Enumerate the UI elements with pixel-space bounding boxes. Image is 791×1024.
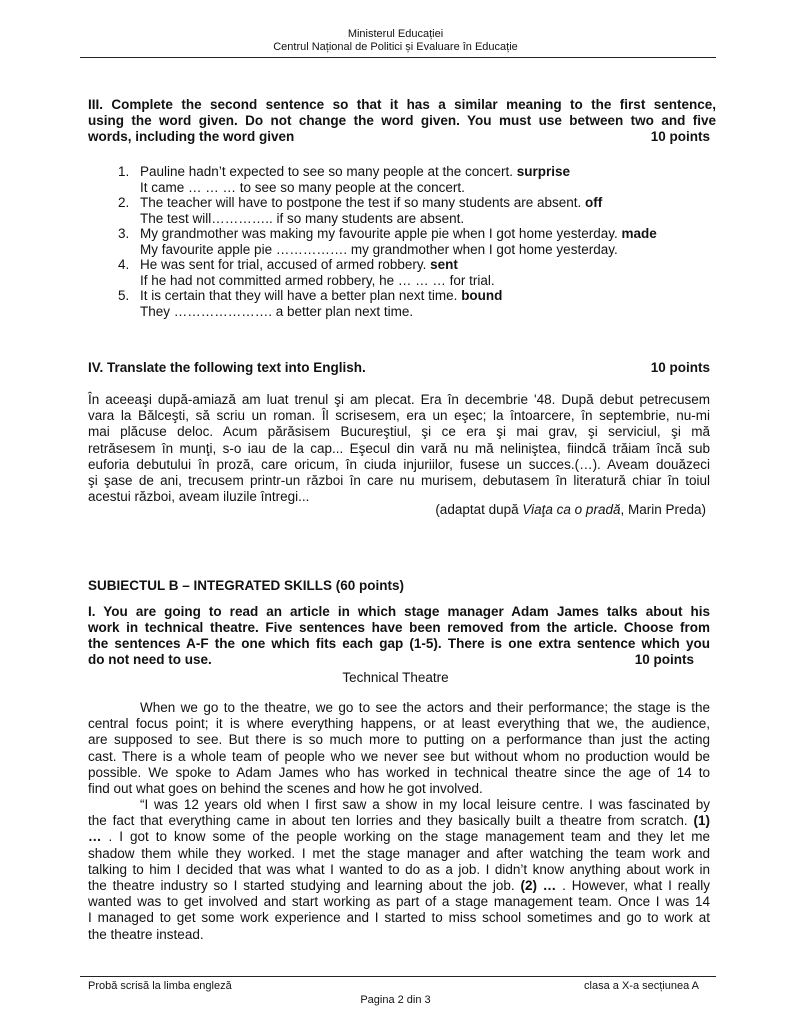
item-rewrite: It came … … … to see so many people at the concert. — [140, 179, 465, 195]
item-keyword: surprise — [516, 164, 571, 179]
subject-b-points: 10 points — [634, 652, 694, 667]
article-line: … . I got to know some of the people working on the stage management team and they let me — [88, 829, 710, 845]
article-title: Technical Theatre — [342, 670, 449, 685]
source-title: Viaţa ca o pradă — [522, 502, 621, 517]
translation-line: mai plăcuse deloc. Acum părăsisem Bucureştiul, şi ce era şi mai grav, şi serviciul, şi mă — [88, 424, 710, 440]
footer-left: Probă scrisă la limba engleză — [88, 980, 232, 992]
translation-line: euforia debutului în proză, care oricum, în ciuda injuriilor, fusese un succes.(…). Aveam douăzeci — [88, 456, 710, 472]
translation-line: retrăsesem în munţi, s-o iau de la cap... Eşecul din vară nu mă neliniştea, fiindcă trăiam încă sub — [88, 440, 710, 456]
article-line: I managed to get some work experience and I started to miss school sometimes and go to work at — [88, 910, 710, 926]
article-line: the theatre instead. — [88, 926, 204, 942]
item-number: 4. — [118, 257, 130, 272]
section3-instr-line1: III. Complete the second sentence so that it has a similar meaning to the first sentence, — [88, 97, 716, 112]
article-line: possible. We spoke to Adam James who has worked in technical theatre since the age of 14 to — [88, 764, 710, 780]
item-number: 5. — [118, 288, 130, 303]
item-rewrite: If he had not committed armed robbery, he … … … for trial. — [140, 272, 495, 288]
section3-list — [118, 164, 718, 319]
item-rewrite: My favourite apple pie ……………. my grandmother when I got home yesterday. — [140, 241, 618, 257]
section3-points: 10 points — [650, 129, 710, 144]
footer-divider — [80, 976, 716, 977]
article-paragraph-2 — [88, 797, 710, 943]
article-paragraph-1 — [88, 700, 710, 797]
subject-b-instructions — [88, 604, 710, 668]
article-line: cast. There is a whole team of people who we never see but without whom no production would be — [88, 748, 710, 764]
gap-1-dots: … — [88, 829, 102, 845]
subject-b-instr-line2: work in technical theatre. Five sentences have been removed from the article. Choose from — [88, 620, 710, 635]
translation-line: acestui război, aveam iluzile întregi... — [88, 489, 310, 505]
article-line: talking to him I decided that was what I wanted to do as a job. I didn’t know anything about work in — [88, 861, 710, 877]
list-item — [118, 257, 718, 288]
translation-line: vara la Bălceşti, să scriu un roman. Îl scrisesem, era un eşec; la întoarcere, în septembrie, nu-mi — [88, 408, 710, 424]
item-sentence: He was sent for trial, accused of armed robbery. — [140, 257, 427, 272]
article-line: shadow them while they worked. I met the stage manager and after watching the team work and — [88, 845, 710, 861]
item-number: 1. — [118, 164, 130, 179]
list-item — [118, 288, 718, 319]
list-item — [118, 164, 718, 195]
subject-b-title: SUBIECTUL B – INTEGRATED SKILLS (60 points) — [88, 578, 405, 593]
item-rewrite: They …………………. a better plan next time. — [140, 303, 414, 319]
article-line: the theatre industry so I started studying and learning about the job. (2) … . However, what I really — [88, 878, 710, 894]
source-citation: (adaptat după Viaţa ca o pradă, Marin Preda) — [435, 502, 706, 517]
item-sentence: My grandmother was making my favourite apple pie when I got home yesterday. — [140, 226, 618, 241]
item-keyword: made — [621, 226, 657, 241]
header-divider — [80, 57, 716, 58]
subject-b-instr-line3: the sentences A-F the one which fits each gap (1-5). There is one extra sentence which you — [88, 636, 710, 651]
item-keyword: sent — [430, 257, 458, 272]
list-item — [118, 226, 718, 257]
item-keyword: off — [585, 195, 603, 210]
item-rewrite: The test will………….. if so many students are absent. — [140, 210, 465, 226]
article-line: wanted was to get involved and start working as part of a stage management team. Once I was 14 — [88, 894, 710, 910]
section3-instructions — [88, 97, 716, 145]
list-item — [118, 195, 718, 226]
item-sentence: The teacher will have to postpone the test if so many students are absent. — [140, 195, 582, 210]
item-sentence: Pauline hadn’t expected to see so many people at the concert. — [140, 164, 513, 179]
article-line: the fact that everything came in about ten lorries and they basically built a theatre from scratch. (1) — [88, 813, 710, 829]
item-keyword: bound — [461, 288, 503, 303]
footer-right: clasa a X-a secțiunea A — [584, 980, 699, 992]
gap-1-marker: (1) — [693, 813, 710, 829]
article-line: central focus point; it is where everything happens, or at least everything that we, the audience, — [88, 716, 710, 732]
item-sentence: It is certain that they will have a better plan next time. — [140, 288, 458, 303]
translation-line: În aceeaşi după-amiază am luat trenul şi am plecat. Era în decembrie '48. După debut petrecusem — [88, 392, 710, 407]
article-line: “I was 12 years old when I first saw a show in my local leisure centre. I was fascinated by — [140, 797, 710, 812]
header-ministry: Ministerul Educației — [347, 28, 444, 40]
subject-b-instr-line4 — [88, 652, 710, 668]
header-center: Centrul Național de Politici și Evaluare în Educație — [273, 41, 518, 53]
section3-instr-line3-text: words, including the word given — [88, 129, 295, 144]
section3-instr-line2: using the word given. Do not change the word given. You must use between two and five — [88, 113, 716, 128]
subject-b-instr-line1: I. You are going to read an article in which stage manager Adam James talks about his — [88, 604, 710, 619]
subject-b-instr-line4-text: do not need to use. — [88, 652, 212, 667]
section3-instr-line3 — [88, 129, 716, 145]
section4-text — [88, 392, 710, 505]
section4-instructions: IV. Translate the following text into English. — [88, 360, 366, 375]
article-line: find out what goes on behind the scenes and how he got involved. — [88, 781, 483, 797]
section4-points: 10 points — [650, 360, 710, 375]
section4-heading — [88, 360, 710, 375]
item-number: 3. — [118, 226, 130, 241]
item-number: 2. — [118, 195, 130, 210]
article-line: are supposed to see. But there is so much more to putting on a performance than just the acting — [88, 732, 710, 748]
gap-2-marker: (2) … — [520, 878, 557, 894]
page-number: Pagina 2 din 3 — [360, 994, 431, 1006]
translation-line: şi şase de ani, trecusem printr-un război în care nu murisem, debutasem în literatură chiar în toiul — [88, 473, 710, 489]
article-line: When we go to the theatre, we go to see the actors and their performance; the stage is the — [140, 700, 710, 715]
